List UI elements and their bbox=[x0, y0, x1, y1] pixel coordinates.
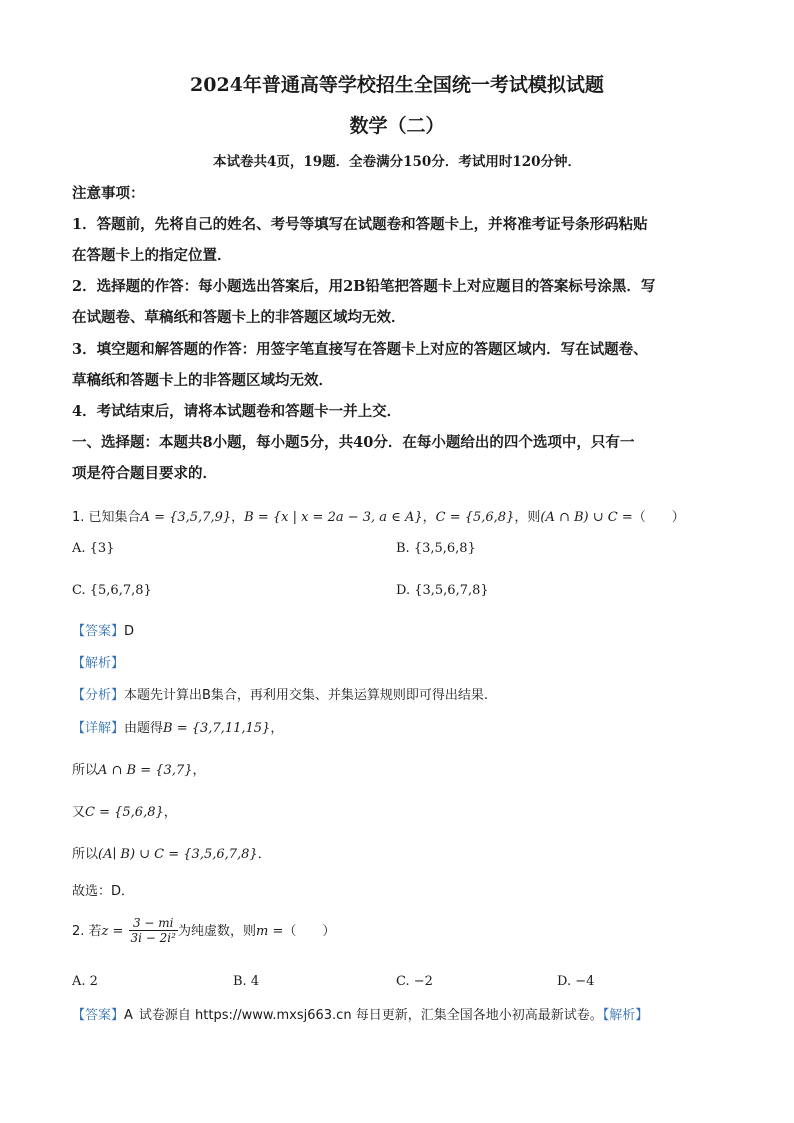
note-4: 4．考试结束后，请将本试题卷和答题卡一并上交． bbox=[72, 403, 402, 420]
q1-step-3-prefix: 又 bbox=[72, 805, 86, 820]
q2-option-c: C. −2 bbox=[396, 974, 433, 989]
q2-answer-paren: （ ） bbox=[283, 924, 336, 939]
q1-xiangjie-prefix: 由题得 bbox=[124, 721, 164, 736]
section-1-line-1: 一、选择题：本题共8小题，每小题5分，共40分．在每小题给出的四个选项中，只有一 bbox=[72, 434, 635, 451]
q2-answer-line bbox=[72, 1004, 648, 1023]
q1-xiangjie-expr: B = {3,7,11,15} bbox=[163, 721, 271, 736]
q1-fenxi-text: 本题先计算出B集合，再利用交集、并集运算规则即可得出结果. bbox=[124, 688, 489, 703]
q1-step-4-end: ． bbox=[257, 847, 271, 862]
q1-step-4-prefix: 所以 bbox=[72, 847, 99, 862]
q1-step-4-expr: (A∣ B) ∪ C = {3,5,6,7,8} bbox=[98, 847, 258, 862]
q2-option-d: D. −4 bbox=[557, 974, 595, 989]
exam-info: 本试卷共4页，19题．全卷满分150分．考试用时120分钟． bbox=[212, 154, 582, 170]
note-3-line-1: 3．填空题和解答题的作答：用签字笔直接写在答题卡上对应的答题区域内．写在试题卷、 bbox=[72, 341, 648, 358]
q1-choice-result: 故选：D． bbox=[72, 884, 135, 899]
note-2-line-1: 2．选择题的作答：每小题选出答案后，用2B铅笔把答题卡上对应题目的答案标号涂黑．写 bbox=[72, 278, 656, 295]
q1-expression: (A ∩ B) ∪ C = bbox=[540, 510, 633, 525]
q1-fenxi-tag: 【分析】 bbox=[72, 688, 125, 703]
q2-source-footer: 试卷源自 https://www.mxsj663.cn 每日更新，汇集全国各地小初高最新试卷。 bbox=[138, 1008, 603, 1023]
note-1-line-1: 1．答题前，先将自己的姓名、考号等填写在试题卷和答题卡上，并将准考证号条形码粘贴 bbox=[72, 216, 648, 233]
q1-option-b: B. {3,5,6,8} bbox=[396, 541, 476, 556]
q1-fenxi bbox=[72, 684, 488, 703]
q1-analysis-tag: 【解析】 bbox=[72, 656, 125, 671]
notes-heading: 注意事项： bbox=[72, 185, 145, 202]
q1-set-a: A = {3,5,7,9} bbox=[140, 510, 232, 525]
q1-set-c: C = {5,6,8} bbox=[435, 510, 515, 525]
exam-title: 2024年普通高等学校招生全国统一考试模拟试题 bbox=[190, 74, 604, 96]
q2-fraction-denominator: 3i − 2i² bbox=[130, 931, 176, 945]
q1-tail-prefix: ，则 bbox=[514, 510, 541, 525]
q2-fraction-numerator: 3 − mi bbox=[129, 916, 178, 931]
question-2-stem bbox=[72, 916, 335, 945]
q1-comma-1: ， bbox=[231, 510, 245, 525]
q1-step-2-expr: A ∩ B = {3,7} bbox=[98, 763, 193, 778]
q2-prefix: 2. 若 bbox=[72, 924, 102, 939]
q2-middle: 为纯虚数，则 bbox=[177, 924, 256, 939]
q1-answer-tag: 【答案】 bbox=[72, 624, 125, 639]
q2-option-a: A. 2 bbox=[72, 974, 98, 989]
q1-answer bbox=[72, 620, 134, 639]
q1-xiangjie bbox=[72, 717, 283, 736]
note-2-line-2: 在试题卷、草稿纸和答题卡上的非答题区域均无效． bbox=[72, 309, 406, 326]
q1-step-4 bbox=[72, 843, 271, 862]
q1-step-3-end: ， bbox=[163, 805, 177, 820]
q1-answer-paren: （ ） bbox=[632, 510, 685, 525]
q1-xiangjie-tag: 【详解】 bbox=[72, 721, 125, 736]
q1-option-a: A. {3} bbox=[72, 541, 115, 556]
question-1-stem bbox=[72, 506, 685, 525]
q1-step-2-prefix: 所以 bbox=[72, 763, 99, 778]
note-3-line-2: 草稿纸和答题卡上的非答题区域均无效． bbox=[72, 372, 333, 389]
q1-answer-value: D bbox=[124, 624, 135, 639]
q1-set-b: B = {x | x = 2a − 3, a ∈ A} bbox=[244, 510, 423, 525]
q1-step-2-end: ， bbox=[192, 763, 206, 778]
q1-comma-2: ， bbox=[422, 510, 436, 525]
section-1-line-2: 项是符合题目要求的． bbox=[72, 465, 217, 482]
q1-option-d: D. {3,5,6,7,8} bbox=[396, 583, 489, 598]
note-1-line-2: 在答题卡上的指定位置． bbox=[72, 247, 232, 264]
q2-answer-value: A bbox=[124, 1008, 133, 1023]
q2-option-b: B. 4 bbox=[233, 974, 260, 989]
q2-fraction bbox=[129, 916, 178, 945]
q2-m-eq: m = bbox=[255, 924, 284, 939]
q1-prefix: 1. 已知集合 bbox=[72, 510, 141, 525]
q2-answer-tag: 【答案】 bbox=[72, 1008, 125, 1023]
q1-step-3-expr: C = {5,6,8} bbox=[85, 805, 164, 820]
q1-xiangjie-end: ， bbox=[270, 721, 284, 736]
q1-step-2 bbox=[72, 759, 206, 778]
q2-z-eq: z = bbox=[101, 924, 124, 939]
exam-subtitle: 数学（二） bbox=[349, 115, 445, 137]
q2-analysis-tag: 【解析】 bbox=[602, 1008, 649, 1023]
q1-step-3 bbox=[72, 801, 177, 820]
q1-option-c: C. {5,6,7,8} bbox=[72, 583, 152, 598]
